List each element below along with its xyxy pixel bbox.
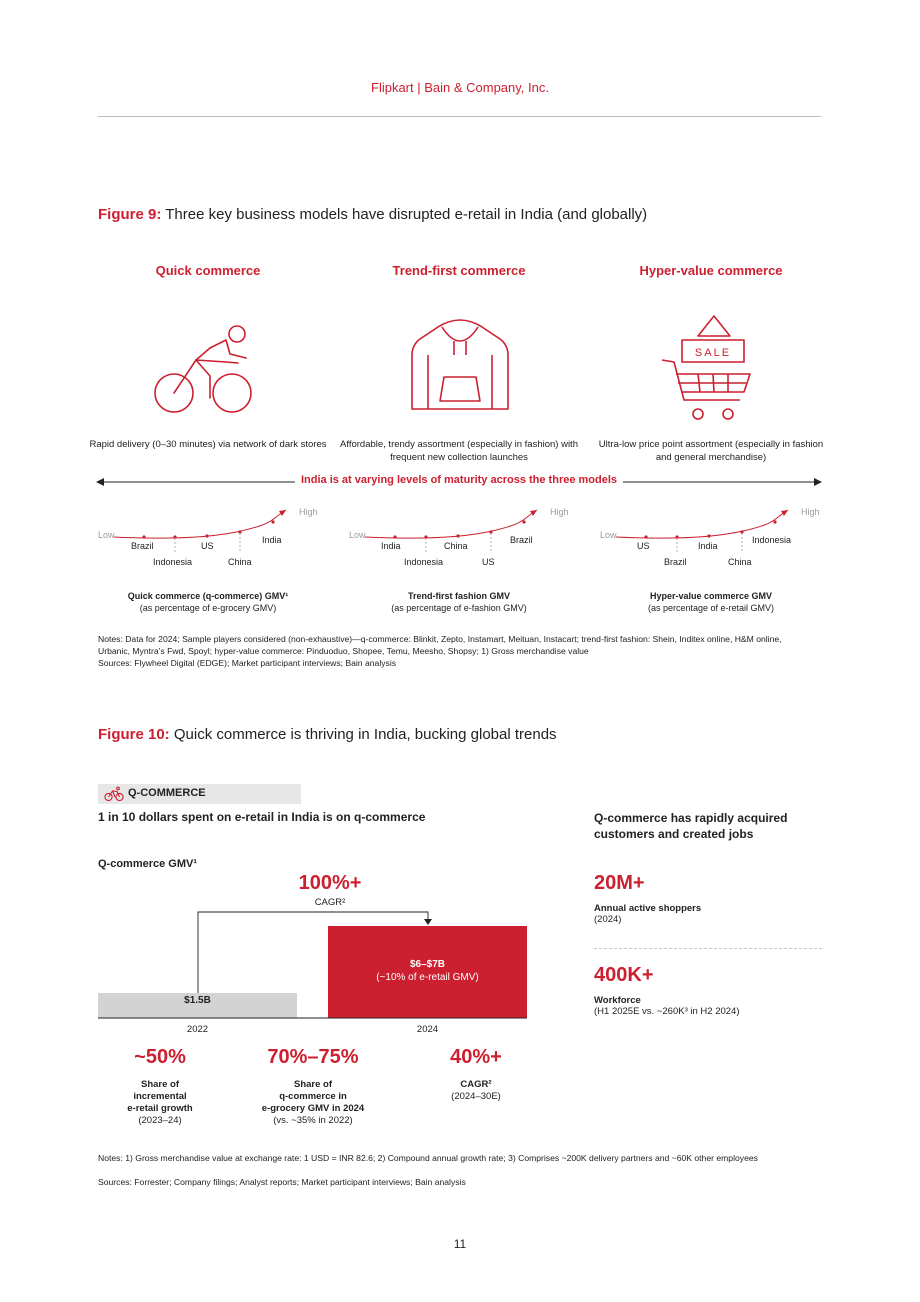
figure10-label: Figure 10: bbox=[98, 726, 170, 743]
right-stat-label: Annual active shoppers bbox=[594, 903, 702, 914]
gmv-caption-title: Trend-first fashion GMV bbox=[407, 591, 510, 601]
right-stat-value: 20M+ bbox=[594, 872, 645, 894]
banner-label: Q-COMMERCE bbox=[128, 787, 206, 799]
curve-point-label: Brazil bbox=[510, 535, 533, 545]
x-tick-2024: 2024 bbox=[416, 1024, 439, 1035]
figure10-sources: Sources: Forrester; Company filings; Analyst reports; Market participant interviews; Bain analysis bbox=[98, 1177, 466, 1187]
curve-graph bbox=[96, 505, 326, 575]
gmv-caption-quick-commerce bbox=[88, 590, 328, 614]
low-label: Low bbox=[349, 530, 366, 540]
x-tick-2022: 2022 bbox=[186, 1024, 209, 1035]
curve-point-label: Indonesia bbox=[153, 557, 193, 567]
sale-text: SALE bbox=[694, 347, 732, 359]
gmv-caption-title: Hyper-value commerce GMV bbox=[649, 591, 773, 601]
maturity-curve-hyper-value bbox=[598, 505, 828, 575]
stat-sub: (2024–30E) bbox=[451, 1091, 501, 1102]
high-label: High bbox=[801, 507, 820, 517]
low-label: Low bbox=[98, 530, 115, 540]
gmv-caption-trend-first bbox=[339, 590, 579, 614]
right-stat-sub: (2024) bbox=[594, 914, 622, 925]
divider bbox=[594, 948, 822, 949]
right-stat-label: Workforce bbox=[594, 995, 641, 1006]
stat-sub: (2023–24) bbox=[138, 1115, 182, 1126]
description-hyper-value: Ultra-low price point assortment (especially in fashion and general merchandise) bbox=[598, 439, 824, 463]
maturity-curve-trend-first bbox=[347, 505, 577, 575]
stat-caption bbox=[243, 1079, 383, 1115]
model-title-hyper-value: Hyper-value commerce bbox=[639, 263, 783, 278]
curve-point-label: US bbox=[201, 541, 214, 551]
chart-title: Q-commerce GMV¹ bbox=[98, 858, 198, 870]
stat-caption-line: e-grocery GMV in 2024 bbox=[261, 1103, 365, 1114]
stat-incremental-share bbox=[100, 1046, 220, 1127]
curve-point-label: China bbox=[728, 557, 752, 567]
left-section-title: 1 in 10 dollars spent on e-retail in India is on q-commerce bbox=[98, 810, 426, 824]
bar-value-2024: $6–$7B bbox=[409, 959, 446, 970]
stat-workforce bbox=[594, 964, 824, 1017]
cyclist-icon bbox=[150, 318, 260, 418]
gmv-caption-sub: (as percentage of e-retail GMV) bbox=[647, 603, 775, 613]
curve-point-label: Indonesia bbox=[752, 535, 792, 545]
stat-egrocery-share bbox=[243, 1046, 383, 1127]
bicycle-icon bbox=[104, 786, 124, 802]
stat-caption-line: Share of bbox=[140, 1079, 179, 1090]
stat-cagr bbox=[416, 1046, 536, 1103]
stat-caption-line: e-retail growth bbox=[127, 1103, 193, 1114]
curve-graph bbox=[598, 505, 828, 575]
sale-cart-icon bbox=[658, 312, 762, 424]
description-trend-first: Affordable, trendy assortment (especially in fashion) with frequent new collection launches bbox=[340, 439, 578, 463]
bar-label-2024 bbox=[328, 958, 527, 984]
gmv-caption-hyper-value bbox=[591, 590, 831, 614]
curve-point-label: Brazil bbox=[664, 557, 687, 567]
cagr-label: CAGR² bbox=[314, 897, 346, 908]
high-label: High bbox=[550, 507, 569, 517]
stat-caption-line: incremental bbox=[133, 1091, 187, 1102]
page-number: 11 bbox=[453, 1237, 467, 1251]
figure9-title bbox=[98, 206, 647, 223]
curve-point-label: India bbox=[262, 535, 282, 545]
figure9-notes: Notes: Data for 2024; Sample players considered (non-exhaustive)—q-commerce: Blinkit, Zepto, Instamart, Meituan, Instacart; trend-first fashion: Shein, Inditex online, H&M online, Urbanic, Myntra’s Fwd, Spoyl; hyper-value commerce: Pinduoduo, Shopee, Temu, Meesho, Shopsy; 1) Gross merchandise value bbox=[98, 634, 782, 656]
model-title-trend-first: Trend-first commerce bbox=[392, 263, 526, 278]
right-stat-sub: (H1 2025E vs. ~260K³ in H2 2024) bbox=[594, 1006, 740, 1017]
stat-caption-line: q-commerce in bbox=[279, 1091, 347, 1102]
bar-sublabel-2024: (~10% of e-retail GMV) bbox=[376, 972, 479, 983]
stat-active-shoppers bbox=[594, 872, 824, 925]
curve-point-label: India bbox=[698, 541, 718, 551]
low-label: Low bbox=[600, 530, 617, 540]
curve-graph bbox=[347, 505, 577, 575]
figure9-title-text: Three key business models have disrupted e-retail in India (and globally) bbox=[165, 206, 648, 223]
stat-value: ~50% bbox=[134, 1046, 186, 1068]
gmv-caption-title: Quick commerce (q-commerce) GMV¹ bbox=[127, 591, 289, 601]
figure10-notes: Notes: 1) Gross merchandise value at exchange rate: 1 USD = INR 82.6; 2) Compound annual growth rate; 3) Comprises ~200K delivery partners and ~60K other employees bbox=[98, 1153, 758, 1163]
curve-point-label: China bbox=[444, 541, 468, 551]
figure9-sources: Sources: Flywheel Digital (EDGE); Market participant interviews; Bain analysis bbox=[98, 658, 397, 668]
stat-sub: (vs. ~35% in 2022) bbox=[273, 1115, 353, 1126]
curve-point-label: China bbox=[228, 557, 252, 567]
gmv-caption-sub: (as percentage of e-fashion GMV) bbox=[391, 603, 527, 613]
maturity-arrow bbox=[96, 474, 822, 490]
hoodie-icon bbox=[408, 315, 512, 411]
stat-caption bbox=[416, 1079, 536, 1091]
q-commerce-banner bbox=[98, 784, 301, 804]
cagr-callout bbox=[280, 872, 380, 908]
bar-label-2022: $1.5B bbox=[184, 995, 211, 1006]
figure10-title bbox=[98, 726, 557, 743]
right-section-title: Q-commerce has rapidly acquired customers and created jobs bbox=[594, 811, 788, 841]
cagr-value: 100%+ bbox=[298, 872, 362, 894]
arrow-down-icon bbox=[424, 919, 432, 925]
stat-value: 40%+ bbox=[450, 1046, 502, 1068]
header-rule bbox=[98, 116, 821, 117]
curve-point-label: US bbox=[482, 557, 495, 567]
stat-caption-line: CAGR² bbox=[460, 1079, 492, 1090]
maturity-text: India is at varying levels of maturity across the three models bbox=[295, 474, 623, 486]
figure10-title-text: Quick commerce is thriving in India, bucking global trends bbox=[173, 726, 557, 743]
curve-point-label: India bbox=[381, 541, 401, 551]
stat-caption bbox=[100, 1079, 220, 1115]
figure9-label: Figure 9: bbox=[98, 206, 162, 223]
page-header: Flipkart | Bain & Company, Inc. bbox=[371, 80, 549, 95]
gmv-caption-sub: (as percentage of e-grocery GMV) bbox=[139, 603, 277, 613]
maturity-curve-quick-commerce bbox=[96, 505, 326, 575]
curve-point-label: Brazil bbox=[131, 541, 154, 551]
stat-caption-line: Share of bbox=[293, 1079, 332, 1090]
curve-point-label: US bbox=[637, 541, 650, 551]
high-label: High bbox=[299, 507, 318, 517]
right-stat-value: 400K+ bbox=[594, 964, 654, 986]
stat-value: 70%–75% bbox=[267, 1046, 359, 1068]
model-title-quick-commerce: Quick commerce bbox=[155, 263, 261, 278]
curve-point-label: Indonesia bbox=[404, 557, 444, 567]
description-quick-commerce: Rapid delivery (0–30 minutes) via network of dark stores bbox=[89, 439, 327, 450]
